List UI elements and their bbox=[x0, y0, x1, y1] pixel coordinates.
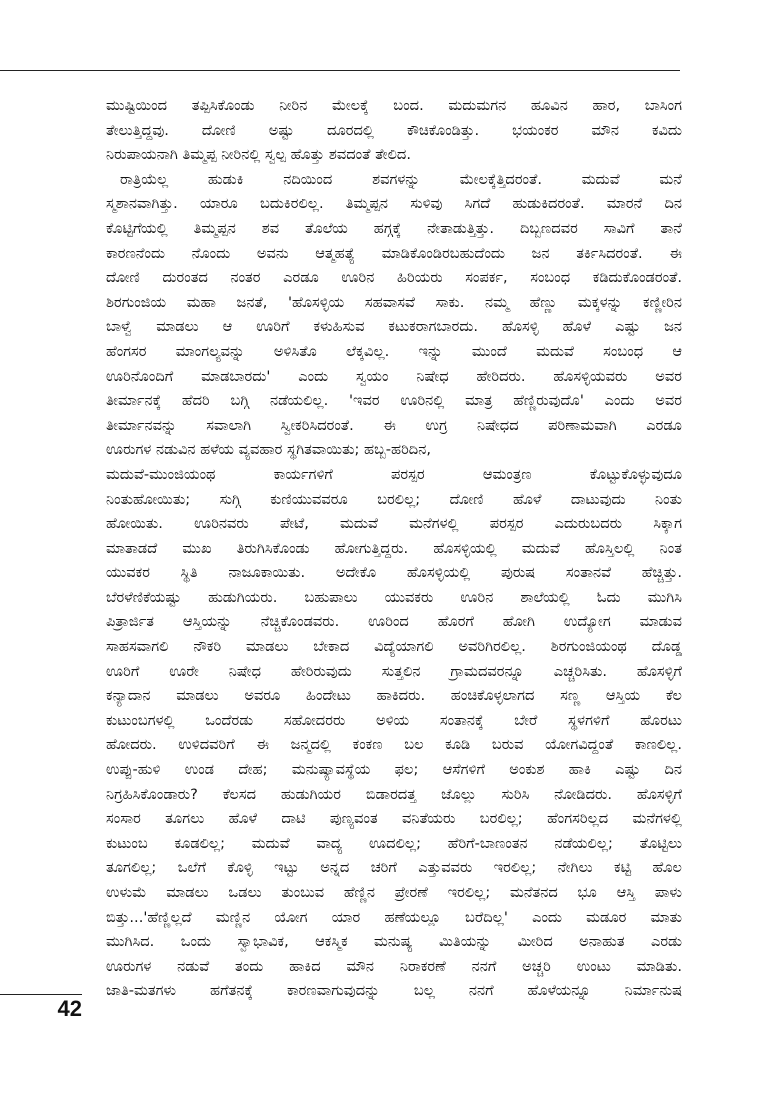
body-text bbox=[106, 94, 682, 1029]
text-line: ತೇಲುತ್ತಿದ್ದವು. ದೋಣಿ ಅಷ್ಟು ದೂರದಲ್ಲಿ ಕೌಚಿಕೊಂಡಿತ್ತು. ಭಯಂಕರ ಮೌನ ಕವಿದು bbox=[106, 121, 682, 139]
paragraph bbox=[106, 94, 682, 168]
text-line: ಹೋಯಿತು. ಊರಿನವರು ಪೇಟೆ, ಮದುವೆ ಮನೆಗಳಲ್ಲಿ ಪರಸ್ಪರ ಎದುರುಬದರು ಸಿಕ್ಕಾಗ bbox=[106, 515, 682, 533]
text-line: ಮಾತಾಡದೆ ಮುಖ ತಿರುಗಿಸಿಕೊಂಡು ಹೋಗುತ್ತಿದ್ದರು. ಹೊಸಳ್ಳಿಯಲ್ಲಿ ಮದುವೆ ಹೊಸ್ತಿಲಲ್ಲಿ ನಿಂತ bbox=[106, 539, 682, 557]
text-line: ಮದುವೆ-ಮುಂಜಿಯಂಥ ಕಾರ್ಯಗಳಿಗೆ ಪರಸ್ಪರ ಆಮಂತ್ರಣ ಕೊಟ್ಟುಕೊಳ್ಳುವುದೂ bbox=[106, 465, 682, 483]
text-line: ಬೆರಳೆಣಿಕೆಯಷ್ಟು ಹುಡುಗಿಯರು. ಬಹುಪಾಲು ಯುವಕರು ಊರಿನ ಶಾಲೆಯಲ್ಲಿ ಓದು ಮುಗಿಸಿ bbox=[106, 588, 682, 606]
text-line: ಬಿತ್ತು...'ಹೆಣ್ಣಿಲ್ಲದೆ ಮಣ್ಣಿನ ಯೋಗ ಯಾರ ಹಣೆಯಲ್ಲೂ ಬರೆದಿಲ್ಲ' ಎಂದು ಮಡೂರ ಮಾತು bbox=[106, 908, 682, 926]
text-line: ಕುಟುಂಬ ಕೂಡಲಿಲ್ಲ; ಮದುವೆ ವಾದ್ಯ ಊದಲಿಲ್ಲ; ಹೆರಿಗೆ-ಬಾಣಂತನ ನಡೆಯಲಿಲ್ಲ; ತೊಟ್ಟಿಲು bbox=[106, 834, 682, 852]
text-line: ಮುಗಿಸಿದ. ಒಂದು ಸ್ವಾಭಾವಿಕ, ಆಕಸ್ಮಿಕ ಮನುಷ್ಯ ಮಿತಿಯನ್ನು ಮೀರಿದ ಅನಾಹುತ ಎರಡು bbox=[106, 933, 682, 951]
text-line: ದೋಣಿ ದುರಂತದ ನಂತರ ಎರಡೂ ಊರಿನ ಹಿರಿಯರು ಸಂಪರ್ಕ, ಸಂಬಂಧ ಕಡಿದುಕೊಂಡರಂತೆ. bbox=[106, 269, 682, 287]
text-line: ಪಿತ್ರಾರ್ಜಿತ ಆಸ್ತಿಯನ್ನು ನೆಚ್ಚಿಕೊಂಡವರು. ಊರಿಂದ ಹೊರಗೆ ಹೋಗಿ ಉದ್ಯೋಗ ಮಾಡುವ bbox=[106, 613, 682, 631]
text-line: ಕನ್ಯಾದಾನ ಮಾಡಲು ಅವರೂ ಹಿಂದೇಟು ಹಾಕಿದರು. ಹಂಚಿಕೊಳ್ಳಲಾಗದ ಸಣ್ಣ ಆಸ್ತಿಯ ಕೆಲ bbox=[106, 687, 682, 705]
text-line: ಹೆಂಗಸರ ಮಾಂಗಲ್ಯವನ್ನು ಅಳಿಸಿತೊ ಲೆಕ್ಕವಿಲ್ಲ. ಇನ್ನು ಮುಂದೆ ಮದುವೆ ಸಂಬಂಧ ಆ bbox=[106, 342, 682, 360]
text-line bbox=[106, 1004, 682, 1029]
top-rule bbox=[0, 70, 680, 71]
text-line: ಬಾಳ್ವೆ ಮಾಡಲು ಆ ಊರಿಗೆ ಕಳುಹಿಸುವ ಕಟುಕರಾಗಬಾರದು. ಹೊಸಳ್ಳಿ ಹೊಳೆ ಎಷ್ಟು ಜನ bbox=[106, 318, 682, 336]
text-line: ಸಂಸಾರ ತೂಗಲು ಹೊಳೆ ದಾಟಿ ಪುಣ್ಯವಂತ ವನಿತೆಯರು ಬರಲಿಲ್ಲ; ಹೆಂಗಸರಿಲ್ಲದ ಮನೆಗಳಲ್ಲಿ bbox=[106, 810, 682, 828]
text-line: ನಿಗ್ರಹಿಸಿಕೊಂಡಾರು? ಕೆಲಸದ ಹುಡುಗಿಯರ ಬಿಡಾರದತ್ತ ಜೊಲ್ಲು ಸುರಿಸಿ ನೋಡಿದರು. ಹೊಸಳ್ಳಿಗೆ bbox=[106, 785, 682, 803]
paragraph bbox=[106, 168, 682, 1029]
text-line: ನಿಂತುಹೋಯಿತು; ಸುಗ್ಗಿ ಕುಣಿಯುವವರೂ ಬರಲಿಲ್ಲ; ದೋಣಿ ಹೊಳೆ ದಾಟುವುದು ನಿಂತು bbox=[106, 490, 682, 508]
text-line: ತೀರ್ಮಾನಕ್ಕೆ ಹೆದರಿ ಬಗ್ಗಿ ನಡೆಯಲಿಲ್ಲ. 'ಇವರ ಊರಿನಲ್ಲಿ ಮಾತ್ರ ಹೆಣ್ಣಿರುವುದೊ' ಎಂದು ಅವರ bbox=[106, 392, 682, 410]
text-line: ಯುವಕರ ಸ್ಥಿತಿ ನಾಜೂಕಾಯಿತು. ಅದೇಕೊ ಹೊಸಳ್ಳಿಯಲ್ಲಿ ಪುರುಷ ಸಂತಾನವೆ ಹೆಚ್ಚಿತ್ತು. bbox=[106, 564, 682, 582]
text-line: ಮುಷ್ಟಿಯಿಂದ ತಪ್ಪಿಸಿಕೊಂಡು ನೀರಿನ ಮೇಲಕ್ಕೆ ಬಂದ. ಮದುಮಗನ ಹೂವಿನ ಹಾರ, ಬಾಸಿಂಗ bbox=[106, 97, 682, 114]
text-line: ಉಳುಮೆ ಮಾಡಲು ಒಡಲು ತುಂಬುವ ಹೆಣ್ಣಿನ ಪ್ರೇರಣೆ ಇರಲಿಲ್ಲ; ಮನೆತನದ ಭೂ ಆಸ್ತಿ ಪಾಳು bbox=[106, 884, 682, 901]
text-line: ರಾತ್ರಿಯೆಲ್ಲ ಹುಡುಕಿ ನದಿಯಿಂದ ಶವಗಳನ್ನು ಮೇಲಕ್ಕೆತ್ತಿದರಂತೆ. ಮದುವೆ ಮನೆ bbox=[120, 170, 682, 188]
text-line: ಉಪ್ಪು-ಹುಳಿ ಉಂಡ ದೇಹ; ಮನುಷ್ಯಾವಸ್ಥೆಯ ಫಲ; ಆಸೆಗಳಿಗೆ ಅಂಕುಶ ಹಾಕಿ ಎಷ್ಟು ದಿನ bbox=[106, 761, 682, 779]
text-line: ಶಿರಗುಂಜಿಯ ಮಹಾ ಜನತೆ, 'ಹೊಸಳ್ಳಿಯ ಸಹವಾಸವೆ ಸಾಕು. ನಮ್ಮ ಹೆಣ್ಣು ಮಕ್ಕಳನ್ನು ಕಣ್ಣೀರಿನ bbox=[106, 293, 682, 311]
footer-rule bbox=[0, 994, 82, 995]
text-line: ಊರಿಗೆ ಊರೇ ನಿಷೇಧ ಹೇರಿರುವುದು ಸುತ್ತಲಿನ ಗ್ರಾಮದವರನ್ನೂ ಎಚ್ಚರಿಸಿತು. ಹೊಸಳ್ಳಿಗೆ bbox=[106, 662, 682, 680]
text-line: ಜಾತಿ-ಮತಗಳು ಹಗೆತನಕ್ಕೆ ಕಾರಣವಾಗುವುದನ್ನು ಬಲ್ಲ ನನಗೆ ಹೊಳೆಯನ್ನೂ ನಿರ್ಮಾನುಷ bbox=[106, 982, 682, 1000]
text-line: ಕಾರಣನೆಂದು ನೊಂದು ಅವನು ಆತ್ಮಹತ್ಯೆ ಮಾಡಿಕೊಂಡಿರಬಹುದೆಂದು ಜನ ತರ್ಕಿಸಿದರಂತೆ. ಈ bbox=[106, 244, 682, 262]
text-line: ಊರುಗಳ ನಡುವೆ ತಂದು ಹಾಕಿದ ಮೌನ ನಿರಾಕರಣೆ ನನಗೆ ಅಚ್ಚರಿ ಉಂಟು ಮಾಡಿತು. bbox=[106, 957, 682, 975]
text-line: ಊರುಗಳ ನಡುವಿನ ಹಳೆಯ ವ್ಯವಹಾರ ಸ್ಥಗಿತವಾಯಿತು; ಹಬ್ಬ-ಹರಿದಿನ, bbox=[106, 441, 431, 459]
text-line: ತೂಗಲಿಲ್ಲ; ಒಲೆಗೆ ಕೊಳ್ಳಿ ಇಟ್ಟು ಅನ್ನದ ಚರಿಗೆ ಎತ್ತುವವರು ಇರಲಿಲ್ಲ; ನೇಗಿಲು ಕಟ್ಟಿ ಹೊಲ bbox=[106, 859, 682, 877]
text-line: ಹೋದರು. ಉಳಿದವರಿಗೆ ಈ ಜನ್ಮದಲ್ಲಿ ಕಂಕಣ ಬಲ ಕೂಡಿ ಬರುವ ಯೋಗವಿದ್ದಂತೆ ಕಾಣಲಿಲ್ಲ. bbox=[106, 736, 682, 754]
text-line: ಊರಿನೊಂದಿಗೆ ಮಾಡಬಾರದು' ಎಂದು ಸ್ವಯಂ ನಿಷೇಧ ಹೇರಿದರು. ಹೊಸಳ್ಳಿಯವರು ಅವರ bbox=[106, 367, 682, 385]
page-number: 42 bbox=[57, 996, 82, 1021]
text-line: ತೀರ್ಮಾನವನ್ನು ಸವಾಲಾಗಿ ಸ್ವೀಕರಿಸಿದರಂತೆ. ಈ ಉಗ್ರ ನಿಷೇಧದ ಪರಿಣಾಮವಾಗಿ ಎರಡೂ bbox=[106, 416, 682, 434]
text-line: ಕುಟುಂಬಗಳಲ್ಲಿ ಒಂದೆರಡು ಸಹೋದರರು ಅಳಿಯ ಸಂತಾನಕ್ಕೆ ಬೇರೆ ಸ್ಥಳಗಳಿಗೆ ಹೊರಟು bbox=[106, 711, 682, 729]
text-line: ಕೊಟ್ಟಿಗೆಯಲ್ಲಿ ತಿಮ್ಮಪ್ಪನ ಶವ ತೊಲೆಯ ಹಗ್ಗಕ್ಕೆ ನೇತಾಡುತ್ತಿತ್ತು. ದಿಬ್ಬಣದವರ ಸಾವಿಗೆ ತಾನೆ bbox=[106, 219, 682, 237]
text-line: ಸಾಹಸವಾಗಲಿ ನೌಕರಿ ಮಾಡಲು ಬೇಕಾದ ವಿದ್ಯೆಯಾಗಲಿ ಅವರಿಗಿರಲಿಲ್ಲ. ಶಿರಗುಂಜಿಯಂಥ ದೊಡ್ಡ bbox=[106, 638, 682, 656]
text-line: ಸ್ಮಶಾನವಾಗಿತ್ತು. ಯಾರೂ ಬದುಕಿರಲಿಲ್ಲ. ತಿಮ್ಮಪ್ಪನ ಸುಳಿವು ಸಿಗದೆ ಹುಡುಕಿದರಂತೆ. ಮಾರನೆ ದಿನ bbox=[106, 195, 682, 213]
text-line: ನಿರುಪಾಯನಾಗಿ ತಿಮ್ಮಪ್ಪ ನೀರಿನಲ್ಲಿ ಸ್ವಲ್ಪ ಹೊತ್ತು ಶವದಂತೆ ತೇಲಿದ. bbox=[106, 146, 411, 164]
